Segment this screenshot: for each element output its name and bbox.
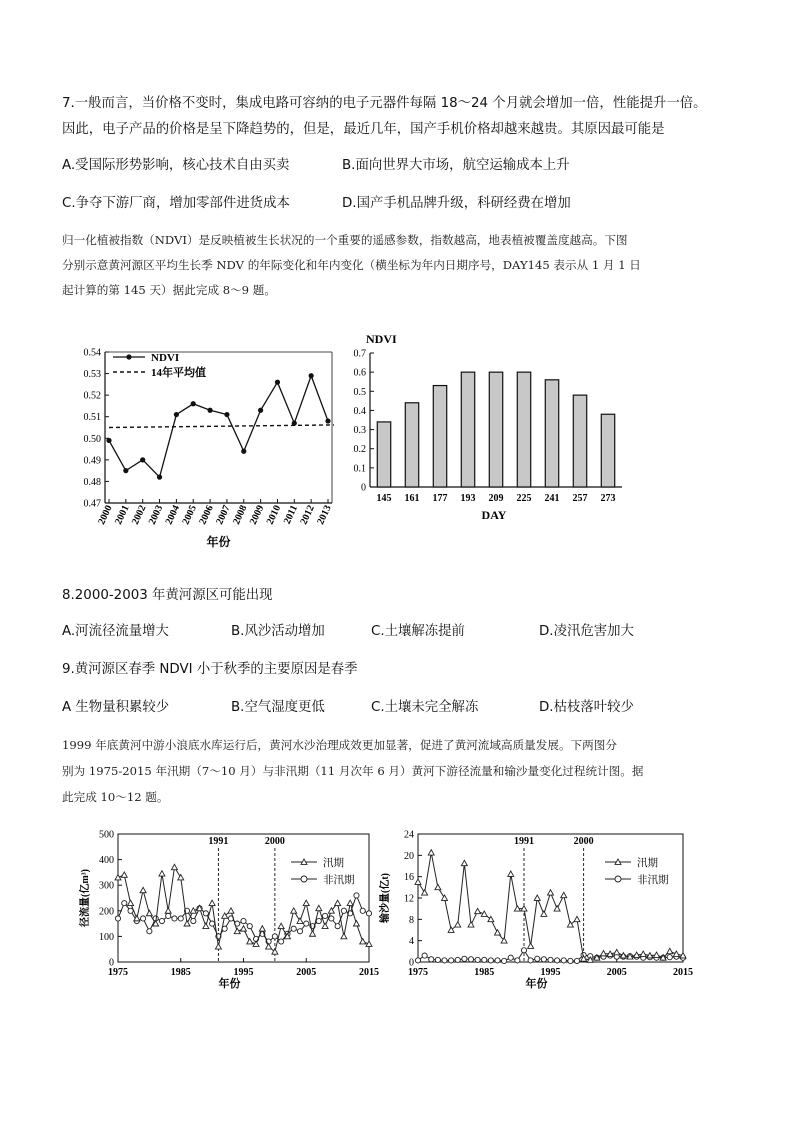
- y-tick-label: 300: [99, 880, 114, 892]
- nonflood-point: [541, 957, 546, 962]
- nonflood-point: [241, 918, 246, 923]
- y-tick-label: 0.51: [83, 412, 101, 424]
- nonflood-point: [528, 958, 533, 963]
- x-axis-title: DAY: [481, 508, 507, 522]
- nonflood-point: [548, 957, 553, 962]
- ndvi-point: [207, 408, 212, 413]
- nonflood-point: [122, 901, 127, 906]
- nonflood-point: [115, 916, 120, 921]
- nonflood-point: [535, 956, 540, 961]
- y-tick-label: 0.50: [83, 433, 101, 445]
- nonflood-point: [475, 957, 480, 962]
- x-tick-label: 209: [488, 493, 504, 504]
- flood-point: [422, 890, 428, 895]
- average-line: [109, 425, 334, 428]
- flood-point: [266, 944, 272, 949]
- ndvi-bar: [517, 372, 530, 487]
- x-axis-title: 年份: [218, 978, 241, 990]
- flood-point: [171, 864, 177, 869]
- ndvi-point: [191, 401, 196, 406]
- nonflood-point: [449, 958, 454, 963]
- q9-option-a: A 生物量积累较少: [62, 700, 170, 715]
- x-tick-label: 241: [544, 493, 560, 504]
- ndvi-bar: [405, 403, 418, 487]
- nonflood-point: [341, 908, 346, 913]
- nonflood-point: [291, 926, 296, 931]
- flood-point: [495, 930, 501, 935]
- nonflood-point: [354, 893, 359, 898]
- nonflood-point: [141, 916, 146, 921]
- flood-point: [548, 890, 554, 895]
- flood-point: [247, 939, 253, 944]
- ndvi-bar: [573, 395, 586, 487]
- nonflood-point: [322, 913, 327, 918]
- x-tick-label: 1995: [540, 967, 561, 978]
- nonflood-point: [329, 916, 334, 921]
- flood-point: [360, 939, 366, 944]
- y-axis-title: NDVI: [366, 332, 397, 346]
- flood-point: [366, 941, 372, 946]
- nonflood-point: [455, 957, 460, 962]
- flood-point: [455, 922, 461, 927]
- y-axis-title: 径流量(亿m³): [80, 869, 91, 927]
- nonflood-point: [502, 958, 507, 963]
- nonflood-point: [247, 924, 252, 929]
- y-tick-label: 0.7: [353, 348, 366, 360]
- ndvi-point: [292, 421, 297, 426]
- nonflood-point: [462, 956, 467, 961]
- flood-point: [561, 892, 567, 897]
- flood-point: [461, 860, 467, 865]
- x-tick-label: 2015: [673, 967, 693, 978]
- y-tick-label: 0.3: [353, 425, 366, 437]
- legend-nonflood-label: 非汛期: [637, 875, 669, 886]
- nonflood-point: [172, 916, 177, 921]
- intro2-line3: 此完成 10～12 题。: [62, 790, 169, 804]
- nonflood-point: [508, 955, 513, 960]
- nonflood-point: [468, 957, 473, 962]
- period-label: 1991: [208, 836, 229, 847]
- period-label: 2000: [264, 836, 285, 847]
- y-tick-label: 0.4: [353, 405, 366, 417]
- flood-point: [278, 923, 284, 928]
- flood-point: [128, 900, 134, 905]
- y-tick-label: 0: [409, 957, 414, 969]
- q7-option-c: C.争夺下游厂商，增加零部件进货成本: [62, 196, 290, 211]
- q8-option-a: A.河流径流量增大: [62, 624, 169, 639]
- nonflood-point: [178, 916, 183, 921]
- ndvi-bar: [461, 372, 474, 487]
- y-tick-label: 200: [99, 906, 114, 918]
- flood-point: [190, 908, 196, 913]
- x-tick-label: 1985: [170, 967, 191, 978]
- flood-point: [428, 850, 434, 855]
- flood-point: [347, 900, 353, 905]
- q9-stem: 9.黄河源区春季 NDVI 小于秋季的主要原因是春季: [62, 662, 358, 677]
- nonflood-point: [667, 955, 672, 960]
- nonflood-point: [360, 908, 365, 913]
- flood-point: [335, 900, 341, 905]
- nonflood-point: [304, 921, 309, 926]
- nonflood-point: [422, 953, 427, 958]
- flood-point: [215, 944, 221, 949]
- nonflood-point: [335, 924, 340, 929]
- nonflood-point: [435, 957, 440, 962]
- q7-option-b: B.面向世界大市场，航空运输成本上升: [342, 158, 570, 173]
- ndvi-point: [325, 418, 330, 423]
- x-tick-label: 2010: [264, 503, 284, 527]
- x-tick-label: 2000: [96, 503, 115, 527]
- flood-point: [468, 922, 474, 927]
- ndvi-bar: [433, 386, 446, 487]
- nonflood-point: [521, 948, 526, 953]
- nonflood-point: [574, 958, 579, 963]
- x-tick-label: 2001: [113, 503, 132, 527]
- x-tick-label: 2002: [129, 503, 149, 527]
- flood-point: [341, 933, 347, 938]
- flood-point: [203, 923, 209, 928]
- y-tick-label: 0.5: [353, 386, 366, 398]
- flood-point: [534, 895, 540, 900]
- flood-point: [322, 923, 328, 928]
- flood-point: [435, 884, 441, 889]
- y-tick-label: 400: [99, 855, 114, 867]
- ndvi-bar: [377, 422, 390, 487]
- y-tick-label: 12: [404, 893, 414, 905]
- flood-point: [310, 931, 316, 936]
- x-tick-label: 177: [432, 493, 448, 504]
- flood-point: [574, 916, 580, 921]
- x-tick-label: 2013: [315, 503, 334, 527]
- x-tick-label: 193: [460, 493, 476, 504]
- nonflood-point: [297, 929, 302, 934]
- nonflood-point: [495, 958, 500, 963]
- y-tick-label: 500: [99, 829, 114, 841]
- q9-option-c: C.土壤未完全解冻: [371, 700, 479, 715]
- x-tick-label: 2004: [163, 503, 183, 527]
- ndvi-point: [174, 412, 179, 417]
- y-tick-label: 20: [404, 850, 414, 862]
- q7-option-a: A.受国际形势影响，核心技术自由买卖: [62, 158, 290, 173]
- flood-point: [481, 911, 487, 916]
- ndvi-bar: [601, 414, 614, 487]
- legend-nonflood-marker: [301, 876, 307, 882]
- flood-point: [297, 918, 303, 923]
- ndvi-point: [123, 468, 128, 473]
- flood-point: [140, 887, 146, 892]
- nonflood-point: [515, 958, 520, 963]
- legend-nonflood-label: 非汛期: [323, 875, 355, 886]
- flood-point: [209, 900, 215, 905]
- y-tick-label: 4: [409, 936, 414, 948]
- ndvi-bar: [545, 380, 558, 487]
- nonflood-point: [203, 911, 208, 916]
- legend-average-label: 14年平均值: [151, 367, 206, 379]
- x-tick-label: 2009: [247, 503, 267, 527]
- ndvi-point: [224, 412, 229, 417]
- x-tick-label: 2006: [197, 503, 216, 527]
- nonflood-point: [429, 957, 434, 962]
- y-tick-label: 0.54: [83, 347, 101, 359]
- plot-frame: [118, 834, 369, 962]
- flood-point: [228, 908, 234, 913]
- y-tick-label: 0.47: [83, 498, 101, 510]
- ndvi-point: [106, 438, 111, 443]
- nonflood-point: [159, 918, 164, 923]
- y-tick-label: 0.6: [353, 367, 366, 379]
- intro1-line1: 归一化植被指数（NDVI）是反映植被生长状况的一个重要的遥感参数，指数越高，地表植被覆盖度越高。下图: [62, 233, 628, 247]
- nonflood-point: [482, 957, 487, 962]
- flood-point: [241, 926, 247, 931]
- flood-point: [640, 951, 646, 956]
- ndvi-point: [140, 457, 145, 462]
- nonflood-point: [128, 908, 133, 913]
- flood-point: [146, 910, 152, 915]
- y-tick-label: 0.2: [353, 444, 366, 456]
- q9-option-b: B.空气湿度更低: [231, 700, 325, 715]
- flood-point: [234, 928, 240, 933]
- y-tick-label: 8: [409, 914, 414, 926]
- flood-point: [165, 908, 171, 913]
- runoff-sediment-figure: [0, 822, 794, 1017]
- legend-ndvi-label: NDVI: [151, 352, 180, 364]
- flood-point: [442, 895, 448, 900]
- ndvi-point: [157, 475, 162, 480]
- nonflood-point: [147, 929, 152, 934]
- nonflood-point: [272, 934, 277, 939]
- legend-flood-label: 汛期: [323, 858, 344, 869]
- intro2-line1: 1999 年底黄河中游小浪底水库运行后，黄河水沙治理成效更加显著，促进了黄河流域高质量发展。下两图分: [62, 738, 617, 752]
- y-tick-label: 0.48: [83, 476, 101, 488]
- x-tick-label: 225: [516, 493, 532, 504]
- flood-point: [303, 900, 309, 905]
- flood-point: [475, 908, 481, 913]
- nonflood-point: [488, 958, 493, 963]
- x-tick-label: 1995: [233, 967, 254, 978]
- y-tick-label: 0: [361, 482, 366, 494]
- x-tick-label: 2005: [606, 967, 627, 978]
- x-tick-label: 2011: [281, 503, 301, 526]
- q7-stem-line1: 7.一般而言，当价格不变时，集成电路可容纳的电子元器件每隔 18～24 个月就会增加一倍，性能提升一倍。: [62, 96, 707, 111]
- x-tick-label: 1975: [108, 967, 128, 978]
- flood-point: [259, 926, 265, 931]
- nonflood-point: [415, 958, 420, 963]
- nonflood-point: [210, 921, 215, 926]
- flood-point: [316, 905, 322, 910]
- flood-point: [673, 951, 679, 956]
- flood-point: [614, 949, 620, 954]
- flood-point: [121, 872, 127, 877]
- flood-point: [528, 943, 534, 948]
- nonflood-point: [442, 958, 447, 963]
- legend-nonflood-marker: [615, 876, 621, 882]
- x-axis-title: 年份: [206, 535, 231, 549]
- intro1-line3: 起计算的第 145 天）据此完成 8～9 题。: [62, 283, 276, 297]
- x-tick-label: 2005: [296, 967, 317, 978]
- intro2-line2: 别为 1975-2015 年汛期（7～10 月）与非汛期（11 月次年 6 月）黄河下游径流量和输沙量变化过程统计图。据: [62, 764, 644, 778]
- flood-point: [508, 871, 514, 876]
- x-tick-label: 257: [572, 493, 588, 504]
- flood-point: [415, 879, 421, 884]
- y-tick-label: 16: [404, 872, 414, 884]
- x-tick-label: 2005: [180, 503, 199, 527]
- y-tick-label: 0.52: [83, 390, 101, 402]
- nonflood-point: [366, 911, 371, 916]
- x-tick-label: 2008: [231, 503, 250, 527]
- y-tick-label: 24: [404, 829, 414, 841]
- flood-point: [667, 948, 673, 953]
- q8-option-b: B.风沙活动增加: [231, 624, 325, 639]
- intro1-line2: 分别示意黄河源区平均生长季 NDV 的年际变化和年内变化（横坐标为年内日期序号，DAY145 表示从 1 月 1 日: [62, 258, 641, 272]
- nonflood-point: [166, 913, 171, 918]
- nonflood-point: [568, 958, 573, 963]
- nonflood-point: [316, 918, 321, 923]
- q7-stem-line2: 因此，电子产品的价格是呈下降趋势的，但是，最近几年，国产手机价格却越来越贵。其原因最可能是: [62, 122, 665, 137]
- q8-option-c: C.土壤解冻提前: [371, 624, 465, 639]
- flood-point: [541, 911, 547, 916]
- x-tick-label: 2003: [146, 503, 166, 527]
- ndvi-point: [275, 380, 280, 385]
- period-label: 2000: [573, 836, 594, 847]
- x-tick-label: 2007: [214, 503, 233, 527]
- x-tick-label: 1985: [474, 967, 495, 978]
- flood-point: [159, 871, 165, 876]
- x-tick-label: 2015: [359, 967, 379, 978]
- y-tick-label: 0.49: [83, 455, 101, 467]
- q8-stem: 8.2000-2003 年黄河源区可能出现: [62, 588, 273, 603]
- ndvi-bar: [489, 372, 502, 487]
- nonflood-point: [279, 939, 284, 944]
- flood-point: [353, 921, 359, 926]
- q8-option-d: D.凌汛危害加大: [539, 624, 634, 639]
- x-tick-label: 145: [376, 493, 392, 504]
- q7-option-d: D.国产手机品牌升级，科研经费在增加: [342, 196, 571, 211]
- flood-point: [554, 906, 560, 911]
- x-tick-label: 2012: [298, 503, 317, 527]
- ndvi-point: [309, 373, 314, 378]
- legend-ndvi-marker: [126, 354, 131, 359]
- ndvi-point: [241, 449, 246, 454]
- flood-point: [184, 921, 190, 926]
- y-tick-label: 0.1: [353, 463, 366, 475]
- flood-point: [115, 875, 121, 880]
- y-tick-label: 100: [99, 931, 114, 943]
- nonflood-point: [555, 958, 560, 963]
- y-tick-label: 0: [109, 957, 114, 969]
- x-tick-label: 161: [404, 493, 420, 504]
- legend-flood-label: 汛期: [637, 858, 658, 869]
- x-tick-label: 273: [600, 493, 616, 504]
- plot-frame: [418, 834, 683, 962]
- x-axis-title: 年份: [525, 978, 548, 990]
- ndvi-point: [258, 408, 263, 413]
- nonflood-point: [191, 918, 196, 923]
- flood-point: [291, 908, 297, 913]
- period-label: 1991: [514, 836, 534, 847]
- nonflood-point: [561, 958, 566, 963]
- flood-point: [253, 941, 259, 946]
- y-tick-label: 0.53: [83, 369, 101, 381]
- flood-point: [178, 875, 184, 880]
- y-axis-title: 输沙量(亿t): [380, 873, 391, 923]
- ndvi-figure: [0, 320, 794, 560]
- x-tick-label: 1975: [408, 967, 428, 978]
- q9-option-d: D.枯枝落叶较少: [539, 700, 634, 715]
